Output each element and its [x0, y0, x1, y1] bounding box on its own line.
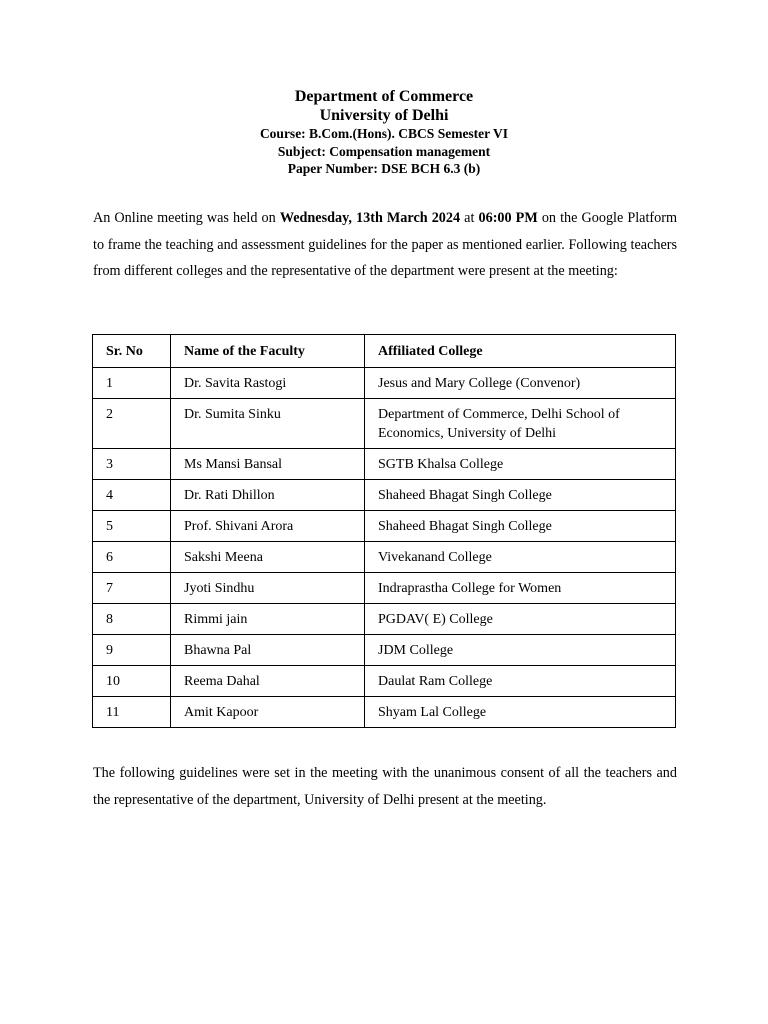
sr-no-cell: 10 — [93, 666, 171, 697]
college-cell: Shaheed Bhagat Singh College — [365, 511, 676, 542]
college-cell: Jesus and Mary College (Convenor) — [365, 368, 676, 399]
faculty-name-cell: Amit Kapoor — [171, 697, 365, 728]
table-row — [93, 666, 676, 697]
faculty-name-cell: Jyoti Sindhu — [171, 573, 365, 604]
table-row — [93, 399, 676, 449]
intro-text-2: at — [460, 210, 479, 226]
table-row — [93, 480, 676, 511]
table-row — [93, 368, 676, 399]
meeting-intro-paragraph — [93, 205, 677, 285]
faculty-name-cell: Reema Dahal — [171, 666, 365, 697]
college-cell: Vivekanand College — [365, 542, 676, 573]
intro-text-3: on the Google Platform to frame the teaching and assessment guidelines for the paper as mentioned earlier. Following teachers from different colleges and the representative of the department were present at the meeting: — [93, 210, 677, 279]
table-row — [93, 449, 676, 480]
college-cell: PGDAV( E) College — [365, 604, 676, 635]
faculty-table — [92, 334, 676, 728]
college-cell: Department of Commerce, Delhi School of Economics, University of Delhi — [365, 399, 676, 449]
sr-no-cell: 4 — [93, 480, 171, 511]
header-sr-no: Sr. No — [93, 335, 171, 368]
table-row — [93, 511, 676, 542]
sr-no-cell: 5 — [93, 511, 171, 542]
sr-no-cell: 1 — [93, 368, 171, 399]
faculty-name-cell: Bhawna Pal — [171, 635, 365, 666]
faculty-name-cell: Ms Mansi Bansal — [171, 449, 365, 480]
college-cell: JDM College — [365, 635, 676, 666]
meeting-time: 06:00 PM — [478, 210, 538, 226]
table-row — [93, 573, 676, 604]
document-header — [0, 87, 768, 178]
sr-no-cell: 11 — [93, 697, 171, 728]
university-title: University of Delhi — [319, 107, 449, 124]
faculty-name-cell: Sakshi Meena — [171, 542, 365, 573]
faculty-name-cell: Dr. Savita Rastogi — [171, 368, 365, 399]
table-header-row — [93, 335, 676, 368]
course-line: Course: B.Com.(Hons). CBCS Semester VI — [259, 126, 509, 141]
sr-no-cell: 2 — [93, 399, 171, 449]
table-row — [93, 635, 676, 666]
faculty-name-cell: Prof. Shivani Arora — [171, 511, 365, 542]
faculty-name-cell: Rimmi jain — [171, 604, 365, 635]
guidelines-paragraph: The following guidelines were set in the meeting with the unanimous consent of all the teachers and the representative of the department, University of Delhi present at the meeting. — [93, 765, 677, 808]
sr-no-cell: 3 — [93, 449, 171, 480]
college-cell: Daulat Ram College — [365, 666, 676, 697]
intro-text-1: An Online meeting was held on — [93, 210, 280, 226]
meeting-date: Wednesday, 13th March 2024 — [279, 210, 461, 226]
table-row — [93, 697, 676, 728]
paper-number-line: Paper Number: DSE BCH 6.3 (b) — [287, 161, 481, 176]
table-row — [93, 542, 676, 573]
faculty-name-cell: Dr. Sumita Sinku — [171, 399, 365, 449]
subject-line: Subject: Compensation management — [277, 143, 491, 159]
sr-no-cell: 8 — [93, 604, 171, 635]
college-cell: Shaheed Bhagat Singh College — [365, 480, 676, 511]
college-cell: SGTB Khalsa College — [365, 449, 676, 480]
header-faculty-name: Name of the Faculty — [171, 335, 365, 368]
faculty-name-cell: Dr. Rati Dhillon — [171, 480, 365, 511]
college-cell: Indraprastha College for Women — [365, 573, 676, 604]
department-title: Department of Commerce — [294, 88, 474, 105]
college-cell: Shyam Lal College — [365, 697, 676, 728]
sr-no-cell: 9 — [93, 635, 171, 666]
sr-no-cell: 6 — [93, 542, 171, 573]
header-affiliated-college: Affiliated College — [365, 335, 676, 368]
table-row — [93, 604, 676, 635]
sr-no-cell: 7 — [93, 573, 171, 604]
